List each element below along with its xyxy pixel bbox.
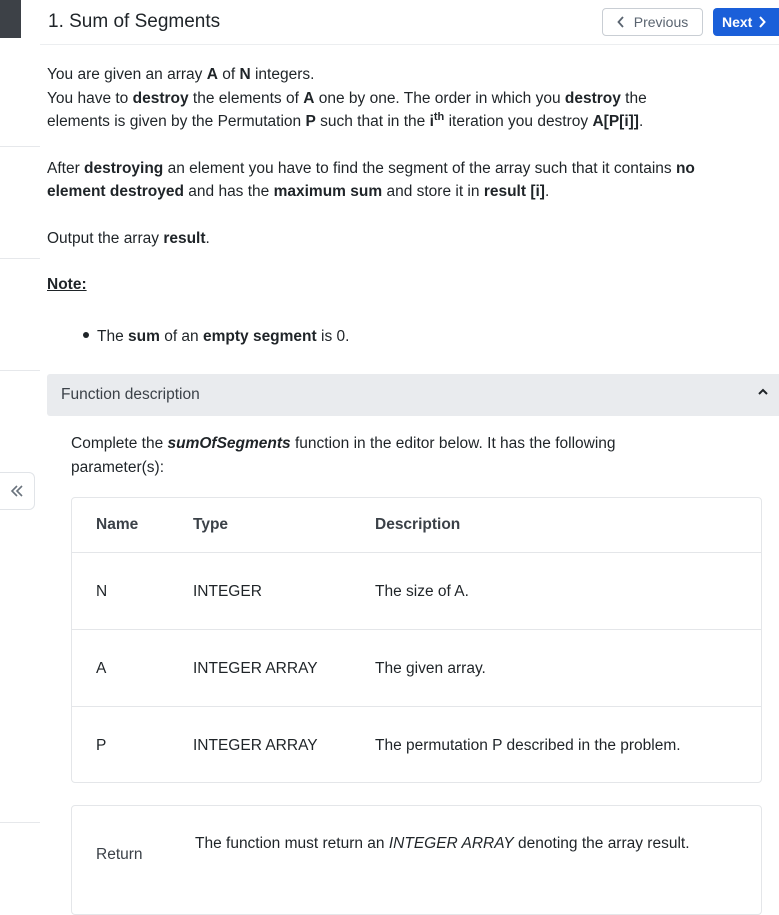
function-description-intro: Complete the sumOfSegments function in the editor below. It has the following parameter(s): [71,435,616,476]
previous-label: Previous [633,14,689,30]
function-name: sumOfSegments [167,435,291,452]
page-title: 1. Sum of Segments [48,11,221,32]
param-description: The given array. [375,660,486,677]
previous-button[interactable] [602,8,703,36]
return-type: INTEGER ARRAY [388,835,514,852]
param-type: INTEGER ARRAY [193,660,318,677]
table-row [72,629,761,707]
return-label: Return [96,846,143,863]
sidebar-divider [0,822,40,823]
statement-line: Output the array result. [47,229,210,247]
param-type: INTEGER [193,583,262,600]
header-type: Type [193,516,229,533]
header-name: Name [96,516,139,533]
param-description: The permutation P described in the problem. [375,737,681,754]
param-description: The size of A. [375,583,469,600]
parameters-table [71,497,762,783]
sidebar-dark-block [0,0,21,38]
statement-line: You have to destroy the elements of A one by one. The order in which you destroy the [47,89,647,107]
return-section [71,805,762,915]
param-name: P [96,737,107,754]
param-type: INTEGER ARRAY [193,737,318,754]
statement-line: element destroyed and has the maximum sum and store it in result [i]. [47,183,550,200]
sidebar-divider [0,146,40,147]
table-row [72,552,761,630]
chevron-left-icon [617,16,625,28]
sidebar-divider [0,370,40,371]
param-name: N [96,583,108,600]
header-description: Description [375,516,461,533]
function-description-toggle[interactable] [47,374,779,416]
left-sidebar [0,0,40,909]
bullet-dot [83,332,89,338]
collapse-panel-button[interactable] [0,472,35,510]
double-chevron-left-icon [9,484,25,498]
table-row [72,706,761,784]
note-bullet: The sum of an empty segment is 0. [83,325,349,348]
note-heading: Note: [47,276,87,293]
statement-line: After destroying an element you have to find the segment of the array such that it contains no [47,159,695,177]
next-label: Next [722,14,753,30]
param-name: A [96,660,107,677]
function-description-label: Function description [61,386,200,403]
next-button[interactable] [713,8,779,36]
chevron-right-icon [758,16,766,28]
statement-line: elements is given by the Permutation P such that in the $i^{th}$ iteration you destroy A[P[i]]. [47,110,644,130]
return-description: The function must return an INTEGER ARRAY denoting the array result. [195,835,690,852]
statement-line: You are given an array A of N integers. [47,66,315,83]
sidebar-divider [0,258,40,259]
problem-header [40,0,779,45]
problem-statement [47,63,779,297]
chevron-up-icon [757,387,769,397]
